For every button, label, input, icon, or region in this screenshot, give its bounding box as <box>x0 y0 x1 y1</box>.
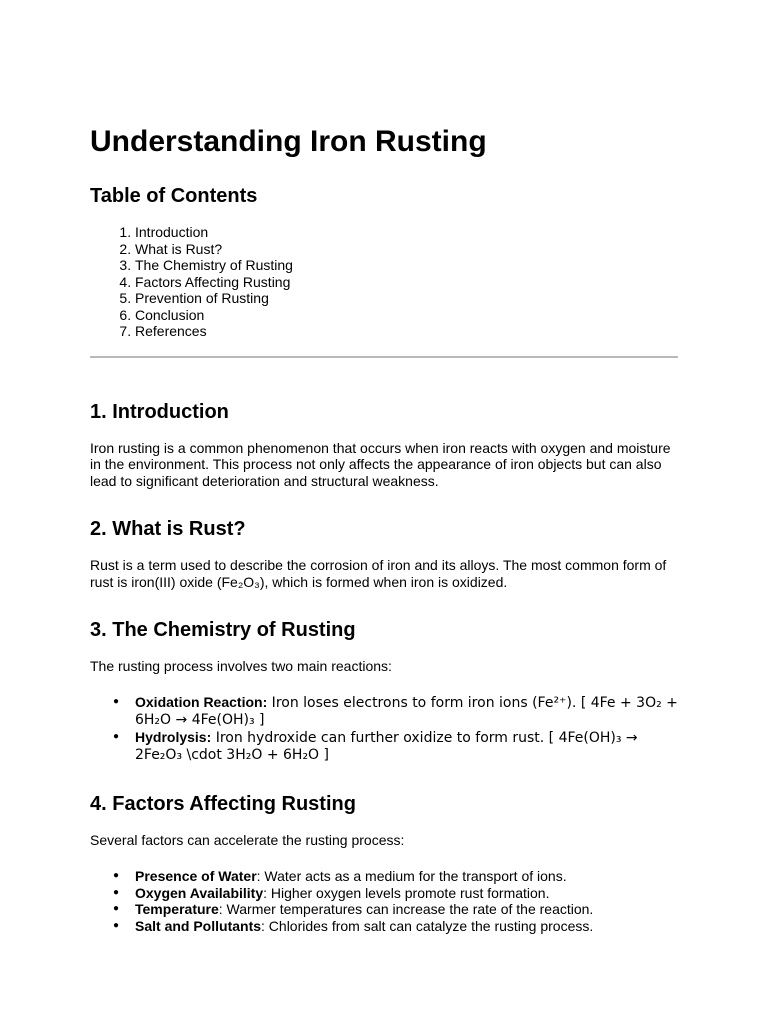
section-heading-introduction: 1. Introduction <box>90 400 229 423</box>
toc-item-chemistry[interactable]: 3. The Chemistry of Rusting <box>135 257 678 274</box>
list-item-label: Presence of Water <box>135 868 257 884</box>
toc-item-prevention[interactable]: 5. Prevention of Rusting <box>135 290 678 307</box>
toc-item-factors[interactable]: 4. Factors Affecting Rusting <box>135 274 678 291</box>
chemistry-intro-paragraph: The rusting process involves two main reactions: <box>90 658 392 674</box>
list-item-label: Hydrolysis: <box>135 728 212 745</box>
list-item-label: Oxygen Availability <box>135 884 264 901</box>
introduction-paragraph: Iron rusting is a common phenomenon that occurs when iron reacts with oxygen and moisture in the environment. This process not only affects the appearance of iron objects but can also lead to significant deterioration and structural weakness. <box>90 439 671 489</box>
toc-heading: Table of Contents <box>90 185 258 207</box>
toc-item-what-is-rust[interactable]: 2. What is Rust? <box>135 241 678 258</box>
section-heading-what-is-rust: 2. What is Rust? <box>90 518 246 540</box>
list-item <box>135 901 678 918</box>
page-title: Understanding Iron Rusting <box>90 125 487 158</box>
section-heading-factors: 4. Factors Affecting Rusting <box>90 792 356 815</box>
list-item-text: Iron loses electrons to form iron ions (Fe²⁺). [ 4Fe + 3O₂ + 6H₂O → 4Fe(OH)₃ ] <box>135 694 678 728</box>
toc-item-introduction[interactable]: 1. Introduction <box>135 224 678 241</box>
section-heading-chemistry: 3. The Chemistry of Rusting <box>90 619 356 641</box>
what-is-rust-paragraph: Rust is a term used to describe the corrosion of iron and its alloys. The most common form of rust is iron(III) oxide (Fe₂O₃), which is formed when iron is oxidized. <box>90 557 667 590</box>
list-item <box>135 918 678 935</box>
list-item-text: Iron hydroxide can further oxidize to form rust. [ 4Fe(OH)₃ → 2Fe₂O₃ \cdot 3H₂O + 6H₂O ] <box>135 729 638 763</box>
list-item-text: : Warmer temperatures can increase the rate of the reaction. <box>218 901 594 917</box>
list-item <box>135 868 678 885</box>
table-of-contents <box>90 224 678 340</box>
list-item-label: Oxidation Reaction: <box>135 693 268 710</box>
list-item <box>135 694 678 729</box>
list-item-text: : Higher oxygen levels promote rust formation. <box>263 884 550 901</box>
toc-item-references[interactable]: 7. References <box>135 323 678 340</box>
factors-intro-paragraph: Several factors can accelerate the rusting process: <box>90 831 405 848</box>
reaction-list <box>90 675 678 764</box>
factor-list <box>90 848 678 934</box>
list-item-label: Temperature <box>135 901 219 917</box>
list-item <box>135 885 678 902</box>
list-item-text: : Chlorides from salt can catalyze the rusting process. <box>261 917 594 934</box>
list-item-label: Salt and Pollutants <box>135 917 262 934</box>
list-item <box>135 729 678 764</box>
toc-item-conclusion[interactable]: 6. Conclusion <box>135 307 678 324</box>
list-item-text: : Water acts as a medium for the transport of ions. <box>256 868 567 884</box>
